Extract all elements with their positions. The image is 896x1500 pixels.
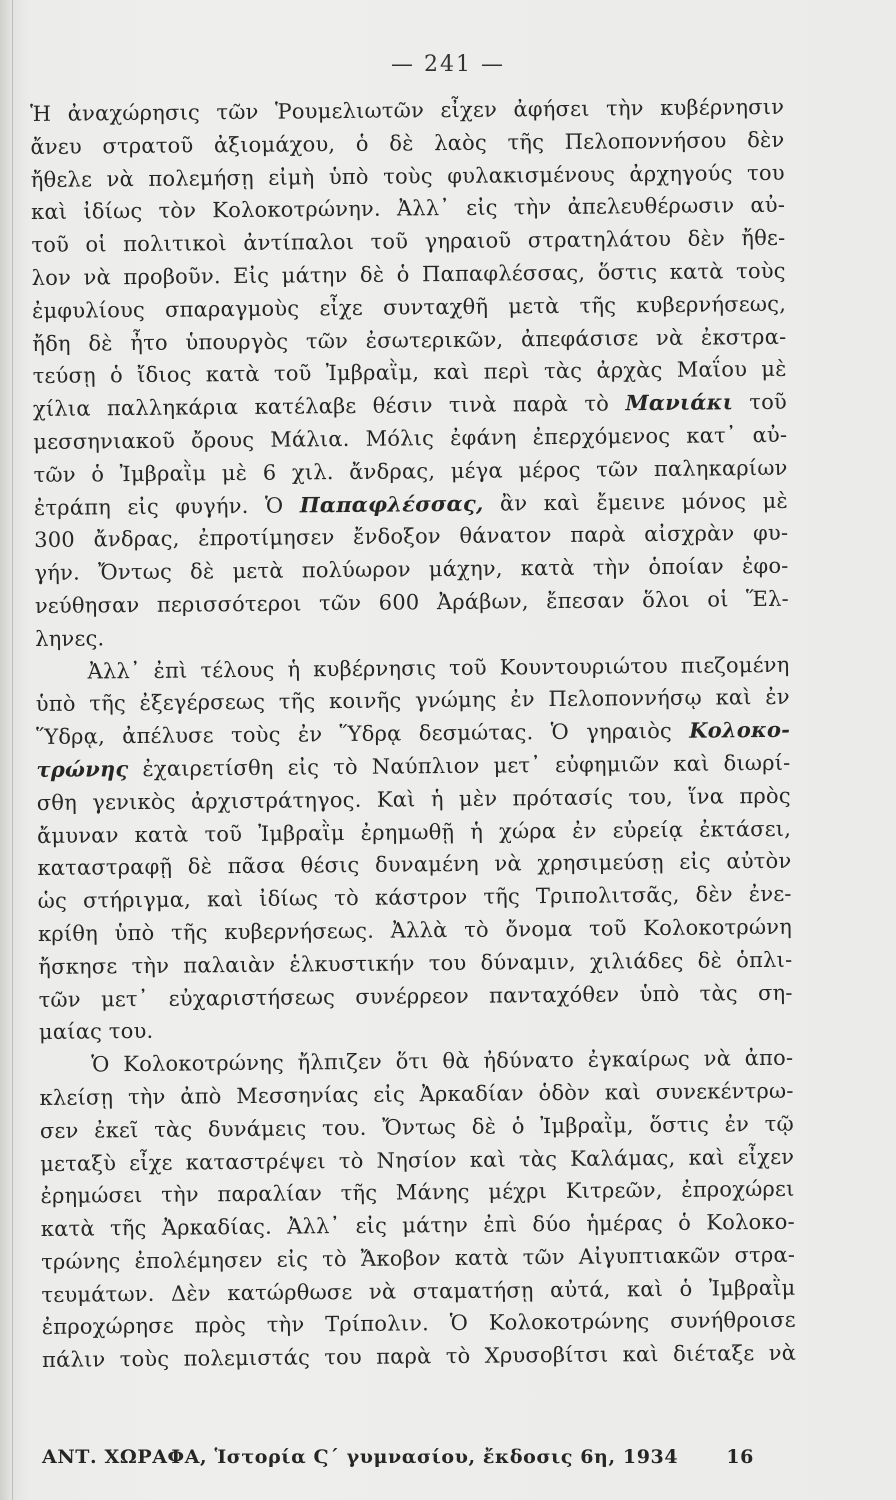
text-line-6: ἐμφυλίους σπαραγμοὺς εἶχε συνταχθῆ μετὰ τῆς κυβερνήσεως, [31, 291, 787, 323]
text-line-23: καταστραφῇ δὲ πᾶσα θέσις δυναμένη νὰ χρησιμεύσῃ εἰς αὐτὸν [37, 849, 792, 881]
footer-citation [42, 1446, 754, 1468]
text-run: ἐτράπη εἰς φυγήν. Ὁ [33, 492, 300, 520]
text-line-29: Ὁ Κολοκοτρώνης ἤλπιζεν ὅτι θὰ ἠδύνατο ἐγκαίρως νὰ ἀπο- [91, 1045, 794, 1077]
text-line-21: σθη γενικὸς ἀρχιστράτηγος. Καὶ ἡ μὲν πρότασίς του, ἵνα πρὸς [36, 783, 791, 815]
text-line-17: Ἀλλ᾽ ἐπὶ τέλους ἡ κυβέρνησις τοῦ Κουντουριώτου πιεζομένη [87, 652, 790, 684]
text-line-30: κλείσῃ τὴν ἀπὸ Μεσσηνίας εἰς Ἀρκαδίαν ὁδὸν καὶ συνεκέντρω- [39, 1078, 794, 1110]
text-line-26: ἤσκησε τὴν παλαιὰν ἑλκυστικήν του δύναμιν, χιλιάδες δὲ ὁπλι- [38, 947, 793, 979]
emphasis-kolokotronis-part2: τρώνης [36, 756, 129, 782]
page-number: — 241 — [391, 52, 505, 77]
text-line-7: ἤδη δὲ ἦτο ὑπουργὸς τῶν ἐσωτερικῶν, ἀπεφάσισε νὰ ἐκστρα- [32, 324, 787, 356]
text-line-28: μαίας του. [38, 1019, 154, 1045]
text-line-34: κατὰ τῆς Ἀρκαδίας. Ἀλλ᾽ εἰς μάτην ἐπὶ δύο ἡμέρας ὁ Κολοκο- [40, 1209, 795, 1242]
text-line-36: τευμάτων. Δὲν κατώρθωσε νὰ σταματήσῃ αὐτά, καὶ ὁ Ἰμβραῒμ [41, 1275, 796, 1307]
book-spine [0, 0, 13, 1500]
text-run: τοῦ [732, 389, 788, 415]
body-text [30, 91, 796, 1377]
text-line-33: ἐρημώσει τὴν παραλίαν τῆς Μάνης μέχρι Κιτρεῶν, ἐπροχώρει [40, 1177, 795, 1209]
text-line-32: μεταξὺ εἶχε καταστρέψει τὸ Νησίον καὶ τὰς Καλάμας, καὶ εἶχεν [40, 1144, 795, 1176]
paragraph-1-part-a [30, 91, 787, 393]
text-line-35: τρώνης ἐπολέμησεν εἰς τὸ Ἄκοβον κατὰ τῶν Αἰγυπτιακῶν στρα- [41, 1242, 796, 1274]
text-line-13: 300 ἄνδρας, ἐπροτίμησεν ἔνδοξον θάνατον παρὰ αἰσχρὰν φυ- [34, 521, 789, 553]
paragraph-1-part-b [33, 419, 788, 492]
emphasis-papaflessas: Παπαφλέσσας, [299, 490, 484, 517]
text-line-16: ληνες. [35, 626, 105, 651]
text-line-3: καὶ ἰδίως τὸν Κολοκοτρώνην. Ἀλλ᾽ εἰς τὴν ἀπελευθέρωσιν αὐ- [30, 193, 786, 225]
text-line-8: τεύσῃ ὁ ἴδιος κατὰ τοῦ Ἰμβραῒμ, καὶ περὶ τὰς ἀρχὰς Μαΐου μὲ [32, 357, 787, 389]
text-line-1: ἄνευ στρατοῦ ἀξιομάχου, ὁ δὲ λαὸς τῆς Πελοποννήσου δὲν [30, 127, 785, 159]
text-run: ἐχαιρετίσθη εἰς τὸ Ναύπλιον μετ᾽ εὐφημιῶν καὶ διωρί- [128, 750, 791, 782]
text-line-11: τῶν ὁ Ἰμβραῒμ μὲ 6 χιλ. ἄνδρας, μέγα μέρος τῶν παληκαρίων [33, 455, 788, 487]
text-run: χίλια παλληκάρια κατέλαβε θέσιν τινὰ παρὰ τὸ [32, 391, 626, 422]
text-run: ἂν καὶ ἔμεινε μόνος μὲ [483, 488, 789, 516]
text-line-15: νεύθησαν περισσότεροι τῶν 600 Ἀράβων, ἔπεσαν ὅλοι οἱ Ἕλ- [34, 586, 789, 618]
text-run: Ὕδρᾳ, ἀπέλυσε τοὺς ἐν Ὕδρᾳ δεσμώτας. Ὁ γηραιὸς [36, 718, 690, 750]
text-line-22: ἄμυναν κατὰ τοῦ Ἰμβραῒμ ἐρημωθῇ ἡ χώρα ἐν εὐρείᾳ ἐκτάσει, [36, 816, 792, 848]
text-line-18: ὑπὸ τῆς ἐξεγέρσεως τῆς κοινῆς γνώμης ἐν Πελοποννήσῳ καὶ ἐν [35, 685, 790, 717]
emphasis-maniaki: Μανιάκι [625, 389, 734, 416]
signature-mark: 16 [726, 1446, 754, 1468]
text-line-38: πάλιν τοὺς πολεμιστάς του παρὰ τὸ Χρυσοβίτσι καὶ διέταξε νὰ [42, 1340, 797, 1373]
paragraph-1-2-part-c [34, 517, 790, 721]
text-line-4: τοῦ οἱ πολιτικοὶ ἀντίπαλοι τοῦ γηραιοῦ στρατηλάτου δὲν ἤθε- [31, 225, 786, 258]
text-line-25: κρίθη ὑπὸ τῆς κυβερνήσεως. Ἀλλὰ τὸ ὄνομα τοῦ Κολοκοτρώνη [37, 914, 793, 946]
emphasis-kolokotronis-part1: Κολοκο- [689, 716, 791, 743]
text-line-0: Ἡ ἀναχώρησις τῶν Ῥουμελιωτῶν εἶχεν ἀφήσει τὴν κυβέρνησιν [30, 94, 785, 126]
text-line-24: ὡς στήριγμα, καὶ ἰδίως τὸ κάστρον τῆς Τριπολιτσᾶς, δὲν ἐνε- [37, 881, 792, 914]
text-line-14: γήν. Ὄντως δὲ μετὰ πολύωρον μάχην, κατὰ τὴν ὁποίαν ἐφο- [34, 553, 789, 586]
citation-text: ΑΝΤ. ΧΩΡΑΦΑ, Ἱστορία Ϛ΄ γυμνασίου, ἔκδοσις 6η, 1934 [42, 1446, 679, 1468]
text-line-10: μεσσηνιακοῦ ὄρους Μάλια. Μόλις ἐφάνη ἐπερχόμενος κατ᾽ αὐ- [33, 422, 788, 454]
text-line-27: τῶν μετ᾽ εὐχαριστήσεως συνέρρεον πανταχόθεν ὑπὸ τὰς ση- [38, 980, 793, 1012]
text-line-37: ἐπροχώρησε πρὸς τὴν Τρίπολιν. Ὁ Κολοκοτρώνης συνήθροισε [41, 1308, 796, 1340]
text-line-2: ἤθελε νὰ πολεμήσῃ εἰμὴ ὑπὸ τοὺς φυλακισμένους ἀρχηγούς του [30, 160, 785, 192]
paragraph-2-3-part-d [37, 779, 797, 1377]
text-line-5: λον νὰ προβοῦν. Εἰς μάτην δὲ ὁ Παπαφλέσσας, ὅστις κατὰ τοὺς [31, 258, 786, 290]
text-line-31: σεν ἐκεῖ τὰς δυνάμεις του. Ὄντως δὲ ὁ Ἰμβραῒμ, ὅστις ἐν τῷ [39, 1111, 794, 1143]
